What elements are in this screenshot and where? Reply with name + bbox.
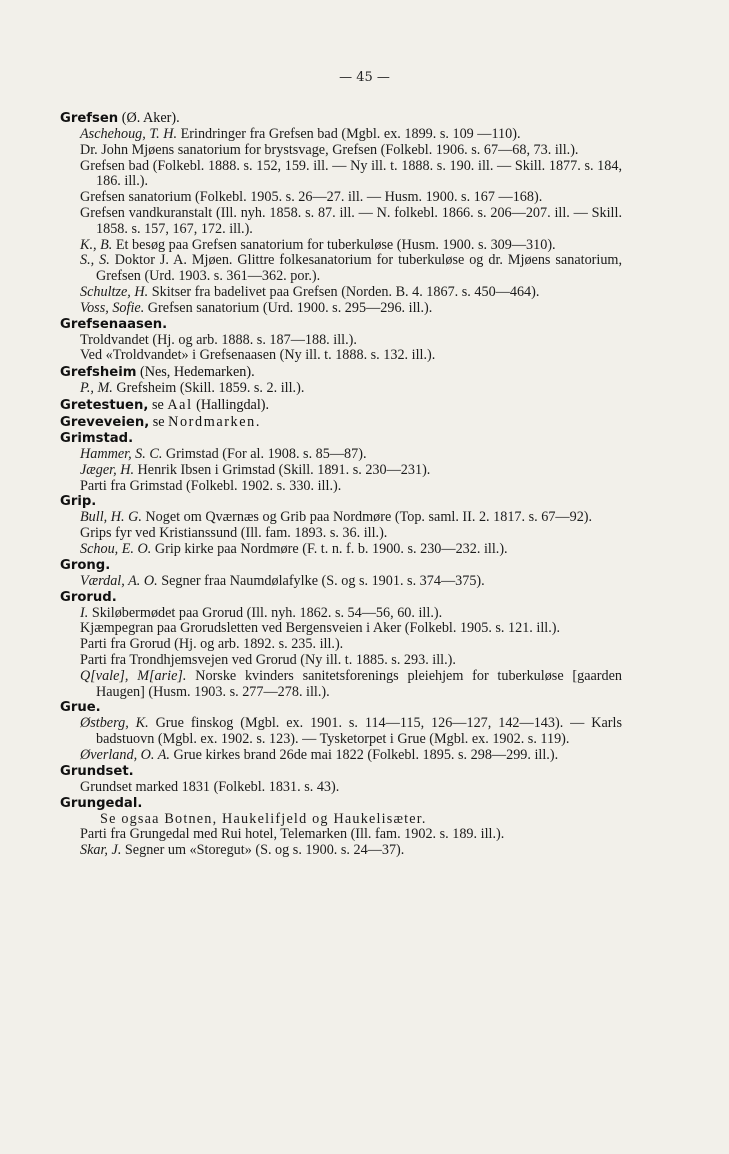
entry [80,637,622,653]
entry-author: Schultze, H. [80,283,149,300]
entry [80,526,622,542]
page-number: — 45 — [339,70,390,85]
see-reference: Nordmarken [168,413,256,430]
heading-grungedal: Grungedal. [60,795,143,811]
entry-author: Voss, Sofie. [80,299,145,316]
entry-text: Skitser fra badelivet paa Grefsen (Norden. B. 4. 1867. s. 450—464). [148,283,540,300]
entry [80,827,622,843]
entry-author: Aschehoug, T. H. [80,126,178,142]
entry [80,238,622,254]
entry-text: Kjæmpegran paa Grorudsletten ved Bergensveien i Aker (Folkebl. 1905. s. 121. ill.). [80,620,561,637]
entry-text: Grip kirke paa Nordmøre (F. t. n. f. b. 1900. s. 230—232. ill.). [151,540,508,557]
heading-grue: Grue. [60,700,101,716]
entry [80,716,622,748]
entry-author: Jæger, H. [80,461,134,478]
entry-text: Grefsen sanatorium (Folkebl. 1905. s. 26—27. ill. — Husm. 1900. s. 167 —168). [80,189,543,206]
heading-grimstad: Grimstad. [60,430,134,446]
heading-text: Greveveien, [60,414,150,430]
entry [80,206,622,238]
entry-author: P., M. [80,380,113,397]
entry-author: S., S. [80,252,110,269]
entry-text: Grue kirkes brand 26de mai 1822 (Folkebl. 1895. s. 298—299. ill.). [169,746,559,763]
entry [80,447,622,463]
entry [80,653,622,669]
entry [80,333,622,349]
entry-author: Østberg, K. [80,715,149,732]
entry-author: Schou, E. O. [80,540,152,557]
entry-author: Hammer, S. C. [80,445,163,462]
heading-gretestuen [60,397,622,414]
heading-suffix: . [255,413,260,430]
entry-text: Parti fra Grorud (Hj. og arb. 1892. s. 235. ill.). [80,636,344,653]
entry-text: Grefsen vandkuranstalt (Ill. nyh. 1858. s. 87. ill. — N. folkebl. 1866. s. 206—207. ill. — Skill. 1858. s. 157, 167, 172. ill.). [80,204,622,237]
entry-text: Dr. John Mjøens sanatorium for brystsvage, Grefsen (Folkebl. 1906. s. 67—68, 73. ill.). [80,141,579,158]
entry [80,143,622,159]
entry-text: Segner um «Storegut» (S. og s. 1900. s. 24—37). [121,842,405,859]
heading-grip: Grip. [60,494,97,510]
entry [80,381,622,397]
entry-text: Parti fra Grimstad (Folkebl. 1902. s. 330. ill.). [80,477,342,494]
heading-grundset: Grundset. [60,763,134,779]
entry-text: Troldvandet (Hj. og arb. 1888. s. 187—188. ill.). [80,331,357,348]
heading-text: Grefsheim [60,365,137,381]
entry [80,127,622,143]
entry [80,510,622,526]
heading-suffix: (Nes, Hedemarken). [136,364,255,381]
entry-author: I. [80,604,89,621]
entry [80,606,622,622]
entry [80,348,622,364]
entry [80,463,622,479]
heading-text: Grefsen [60,111,119,126]
entry [80,780,622,796]
entry [80,542,622,558]
entry-text: Grefsen bad (Folkebl. 1888. s. 152, 159. ill. — Ny ill. t. 1888. s. 190. ill. — Skill. 1877. s. 184, 186. ill.). [80,157,622,190]
see-also-entry [100,812,622,828]
entry-text: Skiløbermødet paa Grorud (Ill. nyh. 1862. s. 54—56, 60. ill.). [88,604,443,621]
heading-grefsenaasen: Grefsenaasen. [60,316,168,332]
entry-author: Skar, J. [80,842,122,859]
entry-text: Segner fraa Naumdølafylke (S. og s. 1901. s. 374—375). [157,572,485,589]
see-word: se [149,413,169,430]
entry-author: Øverland, O. A. [80,746,170,763]
heading-grong: Grong. [60,557,111,573]
entry [80,574,622,590]
entry-text: Ved «Troldvandet» i Grefsenaasen (Ny ill. t. 1888. s. 132. ill.). [80,347,436,364]
entry-text: Grefsheim (Skill. 1859. s. 2. ill.). [112,380,305,397]
entry-author: Værdal, A. O. [80,572,158,589]
see-reference: Aal [167,396,193,413]
entry-text: Se ogsaa Botnen, Haukelifjeld og Haukelisæter. [100,810,427,827]
entry-text: Grundset marked 1831 (Folkebl. 1831. s. 43). [80,778,340,795]
entry [80,748,622,764]
entry-text: Norske kvinders sanitetsforenings pleiehjem for tuberkuløse [gaarden Haugen] (Husm. 1903. s. 277—278. ill.). [96,667,622,700]
entry-text: Grue finskog (Mgbl. ex. 1901. s. 114—115, 126—127, 142—143). — Karls badstuovn (Mgbl. ex. 1902. s. 123). — Tysketorpet i Grue (Mgbl. ex. 1902. s. 119). [96,715,622,748]
entry-text: Grips fyr ved Kristianssund (Ill. fam. 1893. s. 36. ill.). [80,525,388,542]
entry [80,159,622,191]
heading-greveveien [60,414,622,431]
entry-text: Parti fra Trondhjemsvejen ved Grorud (Ny ill. t. 1885. s. 293. ill.). [80,651,456,668]
entry [80,669,622,701]
entry-author: Bull, H. G. [80,509,142,526]
see-word: se [148,396,168,413]
entry [80,285,622,301]
entry [80,621,622,637]
heading-suffix: (Hallingdal). [192,396,270,413]
entry-text: Grimstad (For al. 1908. s. 85—87). [162,445,367,462]
entry [80,843,622,859]
heading-grorud: Grorud. [60,589,117,605]
heading-grefsen [60,110,622,127]
heading-text: Gretestuen, [60,397,149,413]
entry-text: Noget om Qværnæs og Grib paa Nordmøre (Top. saml. II. 2. 1817. s. 67—92). [141,509,593,526]
entry-text: Doktor J. A. Mjøen. Glittre folkesanatorium for tuberkuløse og dr. Mjøens sanatorium, Grefsen (Urd. 1903. s. 361—362. por.). [96,252,623,285]
entry-text: Et besøg paa Grefsen sanatorium for tuberkuløse (Husm. 1900. s. 309—310). [112,236,556,253]
entry [80,479,622,495]
entry [80,253,622,285]
entry-text: Parti fra Grungedal med Rui hotel, Telemarken (Ill. fam. 1902. s. 189. ill.). [80,826,505,843]
entry-author: Q[vale], M[arie]. [80,667,187,684]
entry-text: Grefsen sanatorium (Urd. 1900. s. 295—296. ill.). [144,299,433,316]
entry-author: K., B. [80,236,113,253]
heading-grefsheim [60,364,622,381]
entry [80,190,622,206]
heading-suffix: (Ø. Aker). [118,110,180,126]
entry-text: Henrik Ibsen i Grimstad (Skill. 1891. s. 230—231). [134,461,431,478]
entry [80,301,622,317]
bibliography-page [60,110,622,859]
entry-text: Erindringer fra Grefsen bad (Mgbl. ex. 1899. s. 109 —110). [177,126,521,142]
